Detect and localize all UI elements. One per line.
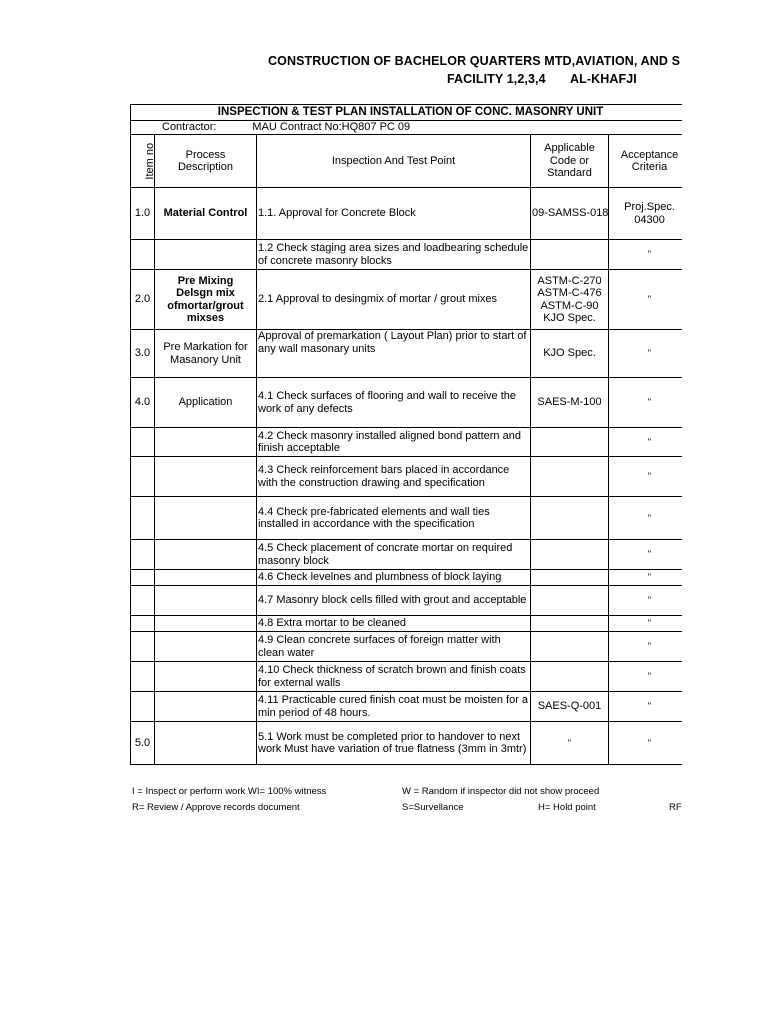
table-row	[131, 188, 691, 240]
code-cell	[531, 240, 609, 270]
item-no-header: Item no	[131, 135, 155, 188]
process-cell	[155, 570, 257, 586]
criteria-cell: "	[609, 570, 691, 586]
code-cell: 09-SAMSS-018	[531, 188, 609, 240]
code-cell	[531, 428, 609, 457]
process-cell	[155, 457, 257, 497]
table-row	[131, 662, 691, 692]
criteria-cell: "	[609, 497, 691, 540]
legend-inspect: I = Inspect or perform work WI= 100% witness	[132, 786, 327, 797]
inspection-point-cell: 2.1 Approval to desingmix of mortar / grout mixes	[257, 270, 531, 330]
contractor-value: MAU Contract No:HQ807 PC 09	[252, 121, 411, 134]
item-cell: 4.0	[131, 378, 155, 428]
inspection-point-cell: 1.2 Check staging area sizes and loadbearing schedule of concrete masonry blocks	[257, 240, 531, 270]
process-cell	[155, 586, 257, 616]
code-cell	[531, 662, 609, 692]
process-cell	[155, 497, 257, 540]
criteria-cell: "	[609, 240, 691, 270]
item-cell	[131, 662, 155, 692]
applicable-code-header: Applicable Code or Standard	[531, 135, 609, 188]
table-row	[131, 570, 691, 586]
legend-rf: RF	[669, 802, 682, 813]
table-row	[131, 330, 691, 378]
process-cell	[155, 616, 257, 632]
process-cell	[155, 632, 257, 662]
process-cell	[155, 428, 257, 457]
inspection-point-cell: 4.3 Check reinforcement bars placed in accordance with the construction drawing and specification	[257, 457, 531, 497]
criteria-cell: "	[609, 457, 691, 497]
item-cell: 5.0	[131, 722, 155, 765]
inspection-point-cell: 1.1. Approval for Concrete Block	[257, 188, 531, 240]
criteria-cell: Proj.Spec. 04300	[609, 188, 691, 240]
inspection-point-cell: 4.11 Practicable cured finish coat must be moisten for a min period of 48 hours.	[257, 692, 531, 722]
item-cell	[131, 497, 155, 540]
code-cell: KJO Spec.	[531, 330, 609, 378]
inspection-point-header: Inspection And Test Point	[257, 135, 531, 188]
facility-label: FACILITY 1,2,3,4	[447, 72, 546, 86]
process-cell	[155, 540, 257, 570]
inspection-point-cell: 4.1 Check surfaces of flooring and wall to receive the work of any defects	[257, 378, 531, 428]
table-row	[131, 722, 691, 765]
code-cell	[531, 497, 609, 540]
legend-hold-point: H= Hold point	[538, 802, 596, 813]
inspection-test-plan-table	[130, 104, 691, 765]
criteria-cell: "	[609, 662, 691, 692]
criteria-cell: "	[609, 540, 691, 570]
table-row	[131, 497, 691, 540]
legend-review: R= Review / Approve records document	[132, 802, 300, 813]
location-label: AL-KHAFJI	[570, 72, 637, 86]
item-cell	[131, 457, 155, 497]
contractor-row	[131, 121, 691, 135]
code-cell	[531, 570, 609, 586]
table-row	[131, 586, 691, 616]
process-cell	[155, 722, 257, 765]
item-cell	[131, 586, 155, 616]
code-cell: "	[531, 722, 609, 765]
process-cell: Pre Mixing Delsgn mix ofmortar/grout mixses	[155, 270, 257, 330]
table-row	[131, 616, 691, 632]
table-row	[131, 632, 691, 662]
inspection-point-cell: 4.4 Check pre-fabricated elements and wall ties installed in accordance with the specification	[257, 497, 531, 540]
process-cell: Pre Markation for Masanory Unit	[155, 330, 257, 378]
process-cell	[155, 240, 257, 270]
inspection-point-cell: 4.7 Masonry block cells filled with grout and acceptable	[257, 586, 531, 616]
legend-witness-random: W = Random if inspector did not show proceed	[402, 786, 600, 797]
inspection-point-cell: 4.8 Extra mortar to be cleaned	[257, 616, 531, 632]
item-cell	[131, 692, 155, 722]
inspection-point-cell: 5.1 Work must be completed prior to handover to next work Must have variation of true flatness (3mm in 3mtr)	[257, 722, 531, 765]
item-cell	[131, 240, 155, 270]
criteria-cell: "	[609, 586, 691, 616]
code-cell	[531, 457, 609, 497]
criteria-cell: "	[609, 722, 691, 765]
code-cell: ASTM-C-270 ASTM-C-476 ASTM-C-90 KJO Spec.	[531, 270, 609, 330]
process-description-header: Process Description	[155, 135, 257, 188]
criteria-cell: "	[609, 632, 691, 662]
item-cell	[131, 540, 155, 570]
acceptance-criteria-header: Acceptance Criteria	[609, 135, 691, 188]
column-header-row	[131, 135, 691, 188]
item-cell	[131, 570, 155, 586]
criteria-cell: "	[609, 616, 691, 632]
code-cell	[531, 632, 609, 662]
criteria-cell: "	[609, 692, 691, 722]
criteria-cell: "	[609, 428, 691, 457]
item-cell	[131, 616, 155, 632]
legend-surveillance: S=Survellance	[402, 802, 464, 813]
table-row	[131, 692, 691, 722]
code-cell: SAES-Q-001	[531, 692, 609, 722]
code-cell: SAES-M-100	[531, 378, 609, 428]
item-cell	[131, 428, 155, 457]
inspection-point-cell: 4.5 Check placement of concrate mortar on required masonry block	[257, 540, 531, 570]
process-cell: Material Control	[155, 188, 257, 240]
table-row	[131, 428, 691, 457]
inspection-point-cell: 4.6 Check levelnes and plumbness of block laying	[257, 570, 531, 586]
item-cell: 1.0	[131, 188, 155, 240]
table-row	[131, 457, 691, 497]
item-cell: 3.0	[131, 330, 155, 378]
table-title-row	[131, 105, 691, 121]
item-cell	[131, 632, 155, 662]
code-cell	[531, 586, 609, 616]
criteria-cell: "	[609, 378, 691, 428]
process-cell: Application	[155, 378, 257, 428]
criteria-cell: "	[609, 270, 691, 330]
table-row	[131, 378, 691, 428]
table-row	[131, 270, 691, 330]
contractor-label: Contractor:	[162, 121, 217, 134]
table-row	[131, 240, 691, 270]
page-crop-mask	[682, 100, 772, 780]
process-cell	[155, 692, 257, 722]
document-title-line1: CONSTRUCTION OF BACHELOR QUARTERS MTD,AVIATION, AND S	[268, 54, 681, 68]
criteria-cell: "	[609, 330, 691, 378]
inspection-point-cell: 4.9 Clean concrete surfaces of foreign matter with clean water	[257, 632, 531, 662]
item-cell: 2.0	[131, 270, 155, 330]
inspection-point-cell: 4.2 Check masonry installed aligned bond pattern and finish acceptable	[257, 428, 531, 457]
inspection-point-cell: 4.10 Check thickness of scratch brown and finish coats for external walls	[257, 662, 531, 692]
code-cell	[531, 616, 609, 632]
document-title-line2	[0, 72, 768, 92]
table-title: INSPECTION & TEST PLAN INSTALLATION OF CONC. MASONRY UNIT	[131, 105, 691, 121]
inspection-point-cell: Approval of premarkation ( Layout Plan) prior to start of any wall masonary units	[257, 330, 531, 378]
code-cell	[531, 540, 609, 570]
process-cell	[155, 662, 257, 692]
table-row	[131, 540, 691, 570]
